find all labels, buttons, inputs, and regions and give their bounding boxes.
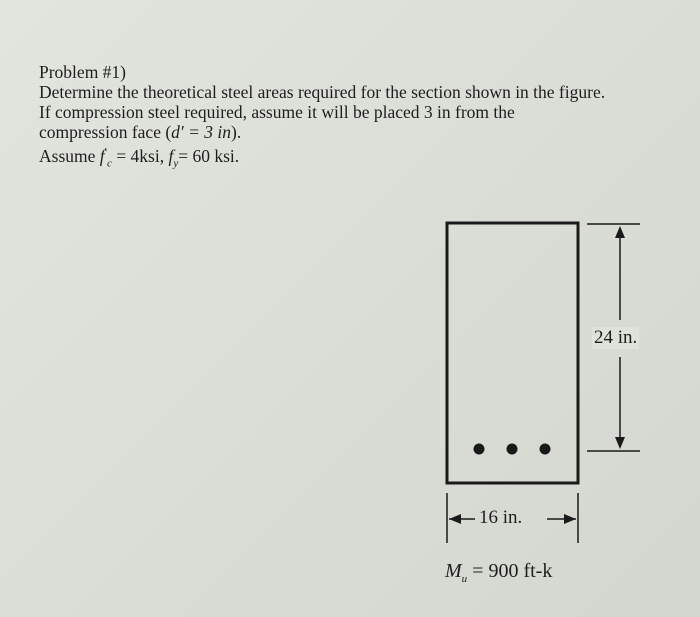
fc-prime: ′ <box>104 146 108 158</box>
fc-subscript: c <box>107 157 112 170</box>
rebar-dot-3 <box>540 444 551 455</box>
moment-value: = 900 ft-k <box>467 560 553 582</box>
width-arrow-right-icon <box>564 514 576 524</box>
width-label: 16 in. <box>479 507 523 528</box>
moment-label <box>445 560 552 585</box>
problem-heading: Problem #1) <box>39 62 127 82</box>
height-arrow-up-icon <box>615 226 625 238</box>
height-arrow-down-icon <box>615 437 625 449</box>
line2b-prefix: compression face ( <box>39 122 172 142</box>
rebar-dot-2 <box>507 444 518 455</box>
line2b-suffix: ). <box>231 122 242 142</box>
fc-value: = 4ksi, <box>111 145 169 166</box>
height-label: 24 in. <box>594 327 638 348</box>
fy-symbol: f <box>168 145 174 166</box>
moment-subscript: u <box>461 573 468 585</box>
fy-value: = 60 ksi. <box>178 145 240 166</box>
problem-line-2a: If compression steel required, assume it will be placed 3 in from the <box>39 102 515 122</box>
fc-symbol: f <box>99 145 105 166</box>
assume-text: Assume <box>39 145 100 166</box>
moment-symbol: M <box>445 560 462 582</box>
problem-line-1: Determine the theoretical steel areas required for the section shown in the figure. <box>39 82 606 102</box>
rebar-dot-1 <box>474 444 485 455</box>
d-prime-expression: d′ = 3 in <box>171 122 232 142</box>
fy-subscript: y <box>173 157 179 170</box>
width-arrow-left-icon <box>449 514 461 524</box>
